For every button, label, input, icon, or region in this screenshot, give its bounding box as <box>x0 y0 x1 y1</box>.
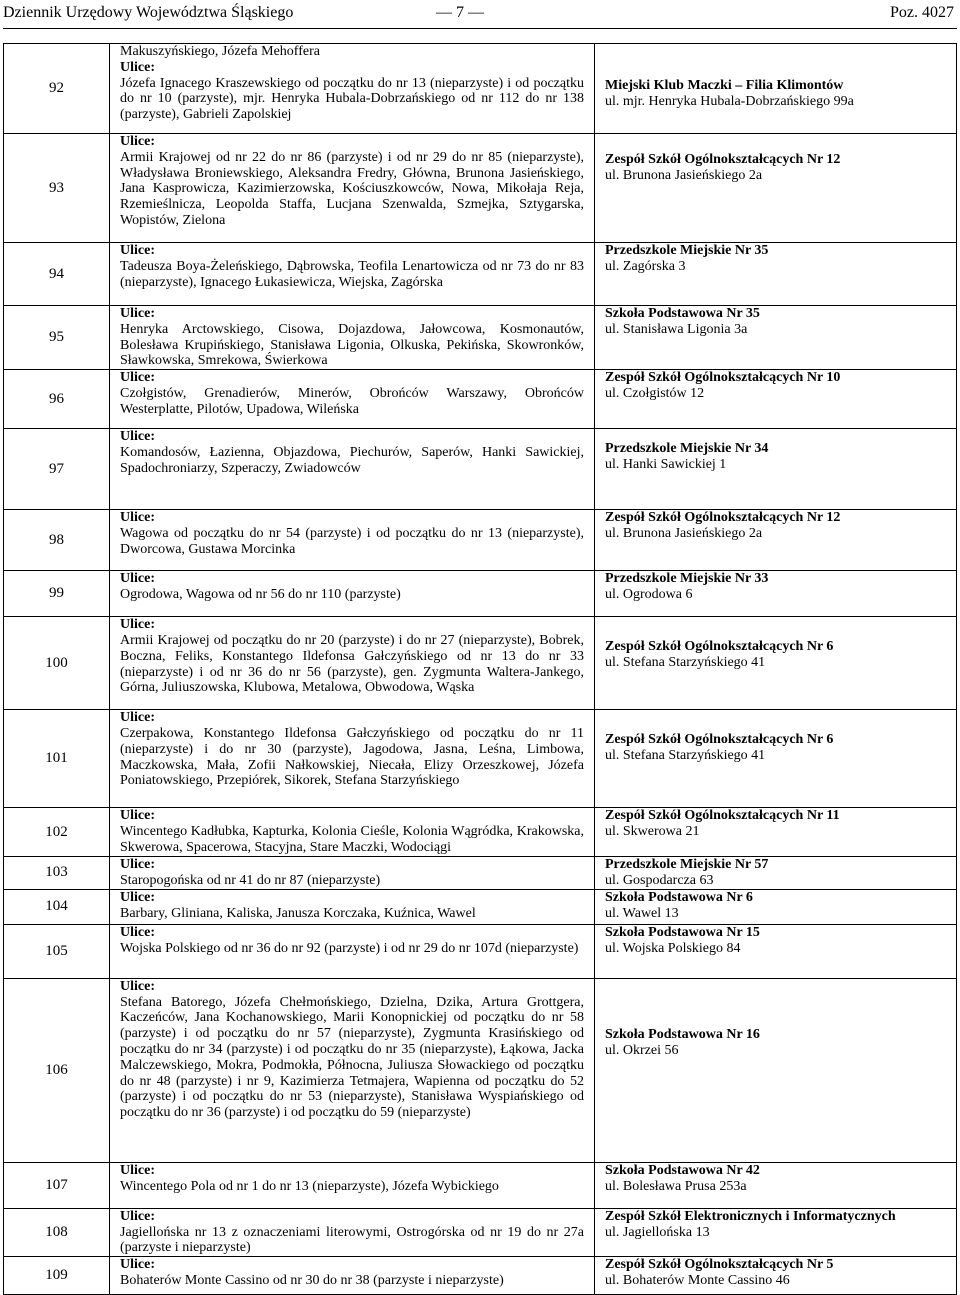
streets-cell <box>110 306 595 370</box>
district-number: 95 <box>4 306 110 370</box>
school-cell <box>595 617 957 710</box>
streets-list: Wojska Polskiego od nr 36 do nr 92 (parzyste) i od nr 29 do nr 107d (nieparzyste) <box>120 940 579 956</box>
school-address: ul. Wawel 13 <box>605 905 679 921</box>
streets-cell <box>110 617 595 710</box>
streets-list: Czerpakowa, Konstantego Ildefonsa Gałczyńskiego od początku do nr 11 (nieparzyste) i do nr 30 (parzyste), Jagodowa, Jasna, Leśna, Limbowa, Maczkowska, Mała, Zofii Nałkowskiej, Niecała, Elizy Orzeszkowej, Józefa Poniatowskiego, Przepiórek, Sikorek, Stefana Starzyńskiego <box>120 725 584 789</box>
table-row <box>4 808 957 857</box>
school-address: ul. Ogrodowa 6 <box>605 586 693 602</box>
school-name: Zespół Szkół Ogólnokształcących Nr 11 <box>605 808 840 824</box>
streets-cell <box>110 134 595 243</box>
school-name: Szkoła Podstawowa Nr 15 <box>605 924 760 940</box>
school-cell <box>595 44 957 134</box>
streets-cell <box>110 571 595 617</box>
school-name: Przedszkole Miejskie Nr 33 <box>605 571 769 587</box>
streets-cell <box>110 808 595 857</box>
table-row <box>4 710 957 808</box>
school-cell <box>595 808 957 857</box>
school-cell <box>595 370 957 429</box>
school-cell <box>595 134 957 243</box>
streets-label: Ulice: <box>120 1208 155 1224</box>
school-address: ul. Stefana Starzyńskiego 41 <box>605 654 766 670</box>
table-row <box>4 306 957 370</box>
header-divider <box>3 28 957 29</box>
school-name: Zespół Szkół Ogólnokształcących Nr 10 <box>605 370 841 386</box>
school-address: ul. Bohaterów Monte Cassino 46 <box>605 1272 790 1288</box>
page-number: — 7 — <box>436 4 484 21</box>
streets-cell <box>110 889 595 924</box>
streets-label: Ulice: <box>120 978 155 994</box>
streets-list: Czołgistów, Grenadierów, Minerów, Obrońców Warszawy, Obrońców Westerplatte, Pilotów, Upadowa, Wileńska <box>120 385 584 417</box>
table-row <box>4 571 957 617</box>
streets-label: Ulice: <box>120 857 155 873</box>
table-row <box>4 1162 957 1208</box>
streets-cell <box>110 510 595 571</box>
streets-label: Ulice: <box>120 889 155 905</box>
school-address: ul. Brunona Jasieńskiego 2a <box>605 167 763 183</box>
streets-cell <box>110 710 595 808</box>
streets-cell <box>110 370 595 429</box>
district-number: 96 <box>4 370 110 429</box>
district-number: 109 <box>4 1257 110 1295</box>
school-address: ul. Stanisława Ligonia 3a <box>605 321 748 337</box>
school-name: Miejski Klub Maczki – Filia Klimontów <box>605 78 844 93</box>
district-number: 104 <box>4 889 110 924</box>
streets-cell <box>110 44 595 134</box>
school-address: ul. Zagórska 3 <box>605 258 686 274</box>
streets-label: Ulice: <box>120 59 155 75</box>
streets-list: Barbary, Gliniana, Kaliska, Janusza Korczaka, Kuźnica, Wawel <box>120 905 476 921</box>
streets-cell <box>110 429 595 510</box>
streets-list: Makuszyńskiego, Józefa Mehoffera <box>120 44 320 59</box>
streets-list: Henryka Arctowskiego, Cisowa, Dojazdowa, Jałowcowa, Kosmonautów, Bolesława Krupińskiego, Stanisława Ligonia, Olkuska, Pekińska, Skowronków, Sławkowska, Smrekowa, Świerkowa <box>120 321 584 369</box>
table-row <box>4 243 957 306</box>
school-address: ul. Wojska Polskiego 84 <box>605 940 741 956</box>
district-number: 107 <box>4 1162 110 1208</box>
school-address: ul. Bolesława Prusa 253a <box>605 1178 747 1194</box>
streets-list: Stefana Batorego, Józefa Chełmońskiego, Dzielna, Dzika, Artura Grottgera, Kaczeńców, Jana Kochanowskiego, Marii Konopnickiej od początku do nr 58 (parzyste) i od początku do nr 57 (nieparzyste), Zygmunta Krasińskiego od początku do nr 34 (parzyste) i od początku do nr 35 (nieparzyste), Łąkowa, Jacka Malczewskiego, Mokra, Podmokła, Północna, Juliusza Słowackiego od początku do nr 48 (parzyste) i nr 9, Kazimierza Tetmajera, Wapienna od początku do 52 (parzyste) i od początku do nr 53 (nieparzyste), Stanisława Wyspiańskiego od początku do nr 36 (parzyste) i od początku do 59 (nieparzyste) <box>120 994 584 1121</box>
streets-list: Staropogońska od nr 41 do nr 87 (nieparzyste) <box>120 872 381 888</box>
school-name: Zespół Szkół Ogólnokształcących Nr 12 <box>605 510 841 526</box>
streets-list: Wincentego Kadłubka, Kapturka, Kolonia Cieśle, Kolonia Wągródka, Krakowska, Skwerowa, Spacerowa, Stacyjna, Stare Maczki, Wodociągi <box>120 823 584 855</box>
streets-list: Komandosów, Łazienna, Objazdowa, Piechurów, Saperów, Hanki Sawickiej, Spadochroniarzy, Szperaczy, Zwiadowców <box>120 444 584 476</box>
district-number: 108 <box>4 1208 110 1256</box>
school-cell <box>595 429 957 510</box>
streets-cell <box>110 924 595 978</box>
school-name: Szkoła Podstawowa Nr 16 <box>605 1026 760 1042</box>
page-header <box>0 0 960 28</box>
school-cell <box>595 924 957 978</box>
streets-label: Ulice: <box>120 306 155 321</box>
school-cell <box>595 243 957 306</box>
streets-list: Józefa Ignacego Kraszewskiego od początku do nr 13 (nieparzyste) i od początku do nr 10 (parzyste), mjr. Henryka Hubala-Dobrzańskiego od nr 112 do nr 138 (parzyste), Gabrieli Zapolskiej <box>120 75 584 123</box>
table-row <box>4 1257 957 1295</box>
streets-list: Armii Krajowej od nr 22 do nr 86 (parzyste) i od nr 29 do nr 85 (nieparzyste), Władysława Broniewskiego, Aleksandra Fredry, Główna, Brunona Jasieńskiego, Jana Kasprowicza, Kazimierzowska, Kościuszkowców, Nowa, Mikołaja Reja, Rzemieślnicza, Leopolda Staffa, Lucjana Szenwalda, Szmejka, Sztygarska, Wopistów, Zielona <box>120 149 584 228</box>
school-cell <box>595 889 957 924</box>
streets-cell <box>110 243 595 306</box>
district-number: 93 <box>4 134 110 243</box>
streets-label: Ulice: <box>120 571 155 587</box>
school-name: Szkoła Podstawowa Nr 6 <box>605 889 753 905</box>
streets-label: Ulice: <box>120 1162 155 1178</box>
school-address: ul. Stefana Starzyńskiego 41 <box>605 747 766 763</box>
streets-label: Ulice: <box>120 370 155 386</box>
streets-label: Ulice: <box>120 1257 155 1273</box>
table-row <box>4 429 957 510</box>
table-row <box>4 978 957 1162</box>
district-number: 101 <box>4 710 110 808</box>
school-cell <box>595 510 957 571</box>
streets-label: Ulice: <box>120 429 155 445</box>
journal-title: Dziennik Urzędowy Województwa Śląskiego <box>3 4 294 21</box>
school-name: Przedszkole Miejskie Nr 57 <box>605 857 769 873</box>
school-name: Przedszkole Miejskie Nr 35 <box>605 243 769 258</box>
table-row <box>4 44 957 134</box>
streets-label: Ulice: <box>120 924 155 940</box>
streets-list: Armii Krajowej od początku do nr 20 (parzyste) i do nr 27 (nieparzyste), Bobrek, Boczna, Feliks, Konstantego Ildefonsa Gałczyńskiego od nr 13 do nr 33 (nieparzyste) i od nr 36 do nr 56 (parzyste), gen. Zygmunta Waltera-Jankego, Górna, Juliuszowska, Klubowa, Metalowa, Obwodowa, Wąska <box>120 632 584 696</box>
school-cell <box>595 1208 957 1256</box>
streets-list: Bohaterów Monte Cassino od nr 30 do nr 38 (parzyste i nieparzyste) <box>120 1272 504 1288</box>
table-row <box>4 617 957 710</box>
school-cell <box>595 306 957 370</box>
district-number: 103 <box>4 857 110 890</box>
streets-list: Jagiellońska nr 13 z oznaczeniami literowymi, Ostrogórska od nr 19 do nr 27a (parzyste i nieparzyste) <box>120 1224 584 1256</box>
school-cell <box>595 857 957 890</box>
streets-label: Ulice: <box>120 808 155 824</box>
school-cell <box>595 710 957 808</box>
table-row <box>4 1208 957 1256</box>
table-row <box>4 510 957 571</box>
district-number: 105 <box>4 924 110 978</box>
streets-list: Wincentego Pola od nr 1 do nr 13 (nieparzyste), Józefa Wybickiego <box>120 1178 499 1194</box>
district-number: 102 <box>4 808 110 857</box>
school-name: Zespół Szkół Ogólnokształcących Nr 6 <box>605 639 834 655</box>
school-address: ul. Hanki Sawickiej 1 <box>605 456 727 472</box>
school-name: Szkoła Podstawowa Nr 42 <box>605 1162 760 1178</box>
school-name: Przedszkole Miejskie Nr 34 <box>605 441 769 457</box>
school-cell <box>595 978 957 1162</box>
streets-label: Ulice: <box>120 617 155 633</box>
school-address: ul. Czołgistów 12 <box>605 385 705 401</box>
school-name: Zespół Szkół Ogólnokształcących Nr 5 <box>605 1257 834 1273</box>
streets-cell <box>110 978 595 1162</box>
school-address: ul. Okrzei 56 <box>605 1042 679 1058</box>
school-address: ul. Gospodarcza 63 <box>605 872 714 888</box>
district-number: 94 <box>4 243 110 306</box>
streets-cell <box>110 857 595 890</box>
school-address: ul. Jagiellońska 13 <box>605 1224 710 1240</box>
school-address: ul. Brunona Jasieńskiego 2a <box>605 525 763 541</box>
school-cell <box>595 1257 957 1295</box>
school-name: Zespół Szkół Elektronicznych i Informatycznych <box>605 1208 896 1224</box>
school-cell <box>595 1162 957 1208</box>
school-address: ul. Skwerowa 21 <box>605 823 700 839</box>
district-number: 97 <box>4 429 110 510</box>
district-table <box>3 43 957 1295</box>
district-number: 92 <box>4 44 110 134</box>
streets-label: Ulice: <box>120 243 155 258</box>
table-row <box>4 924 957 978</box>
streets-label: Ulice: <box>120 134 155 149</box>
position-number: Poz. 4027 <box>890 4 954 21</box>
streets-list: Ogrodowa, Wagowa od nr 56 do nr 110 (parzyste) <box>120 586 401 602</box>
district-number: 106 <box>4 978 110 1162</box>
district-number: 98 <box>4 510 110 571</box>
school-name: Zespół Szkół Ogólnokształcących Nr 6 <box>605 732 834 748</box>
table-row <box>4 857 957 890</box>
streets-label: Ulice: <box>120 710 155 726</box>
streets-cell <box>110 1257 595 1295</box>
table-row <box>4 370 957 429</box>
school-name: Szkoła Podstawowa Nr 35 <box>605 306 760 321</box>
table-row <box>4 889 957 924</box>
school-name: Zespół Szkół Ogólnokształcących Nr 12 <box>605 152 841 167</box>
streets-list: Tadeusza Boya-Żeleńskiego, Dąbrowska, Teofila Lenartowicza od nr 73 do nr 83 (nieparzyste), Ignacego Łukasiewicza, Wiejska, Zagórska <box>120 258 584 290</box>
district-number: 99 <box>4 571 110 617</box>
school-address: ul. mjr. Henryka Hubala-Dobrzańskiego 99a <box>605 93 854 109</box>
streets-label: Ulice: <box>120 510 155 526</box>
streets-cell <box>110 1162 595 1208</box>
district-number: 100 <box>4 617 110 710</box>
table-row <box>4 134 957 243</box>
streets-cell <box>110 1208 595 1256</box>
streets-list: Wagowa od początku do nr 54 (parzyste) i od początku do nr 13 (nieparzyste), Dworcowa, Gustawa Morcinka <box>120 525 584 557</box>
school-cell <box>595 571 957 617</box>
